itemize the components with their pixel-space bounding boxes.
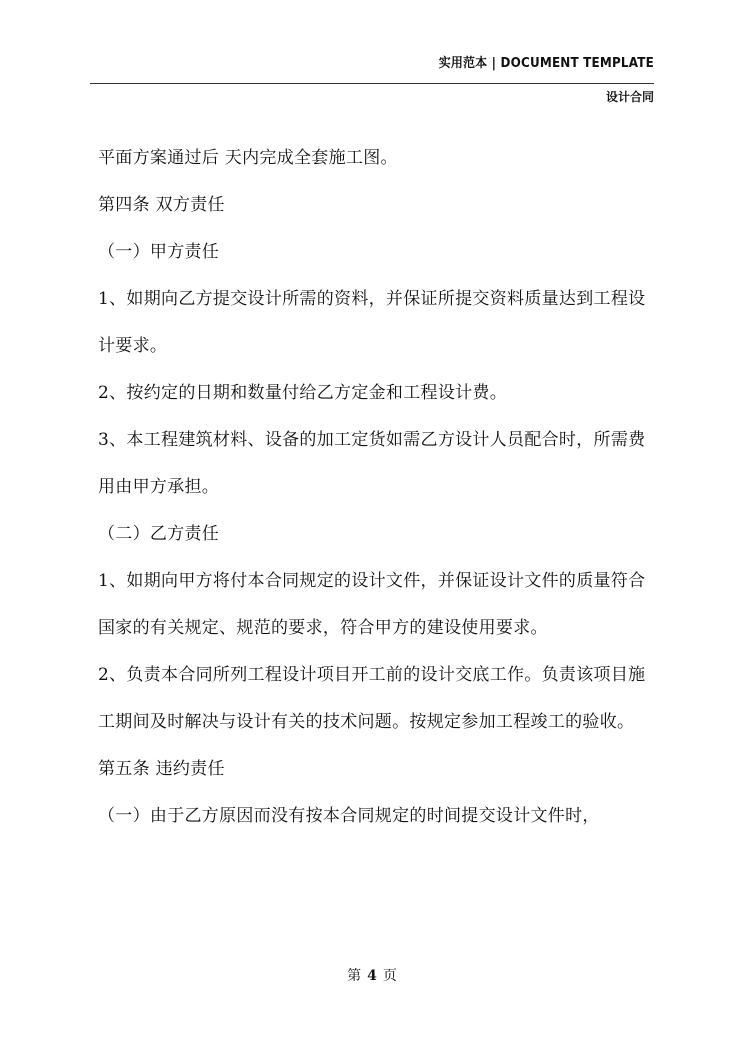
header-divider	[90, 83, 654, 84]
page-label-prefix: 第	[347, 968, 362, 984]
page-number: 4	[367, 968, 377, 984]
page-label-suffix: 页	[382, 968, 397, 984]
paragraph-party-a-3: 3、本工程建筑材料、设备的加工定货如需乙方设计人员配合时，所需费用由甲方承担。	[98, 430, 646, 497]
paragraph-party-a-2: 2、按约定的日期和数量付给乙方定金和工程设计费。	[98, 383, 508, 403]
paragraph-breach-1: （一）由于乙方原因而没有按本合同规定的时间提交设计文件时，	[98, 806, 600, 826]
document-body	[98, 135, 658, 840]
header-brand: 实用范本 | DOCUMENT TEMPLATE	[438, 56, 654, 71]
page-footer	[0, 965, 744, 985]
section-heading-article-4: 第四条 双方责任	[98, 195, 225, 215]
paragraph-party-a-1: 1、如期向乙方提交设计所需的资料，并保证所提交资料质量达到工程设计要求。	[98, 289, 646, 356]
paragraph-party-b-1: 1、如期向甲方将付本合同规定的设计文件，并保证设计文件的质量符合国家的有关规定、规范的要求，符合甲方的建设使用要求。	[98, 571, 646, 638]
paragraph-1: 平面方案通过后 天内完成全套施工图。	[98, 148, 398, 168]
subsection-heading-party-b: （二）乙方责任	[98, 524, 220, 544]
paragraph-party-b-2: 2、负责本合同所列工程设计项目开工前的设计交底工作。负责该项目施工期间及时解决与设计有关的技术问题。按规定参加工程竣工的验收。	[98, 665, 646, 732]
section-heading-article-5: 第五条 违约责任	[98, 759, 225, 779]
subsection-heading-party-a: （一）甲方责任	[98, 242, 220, 262]
header-subtitle: 设计合同	[605, 90, 654, 104]
